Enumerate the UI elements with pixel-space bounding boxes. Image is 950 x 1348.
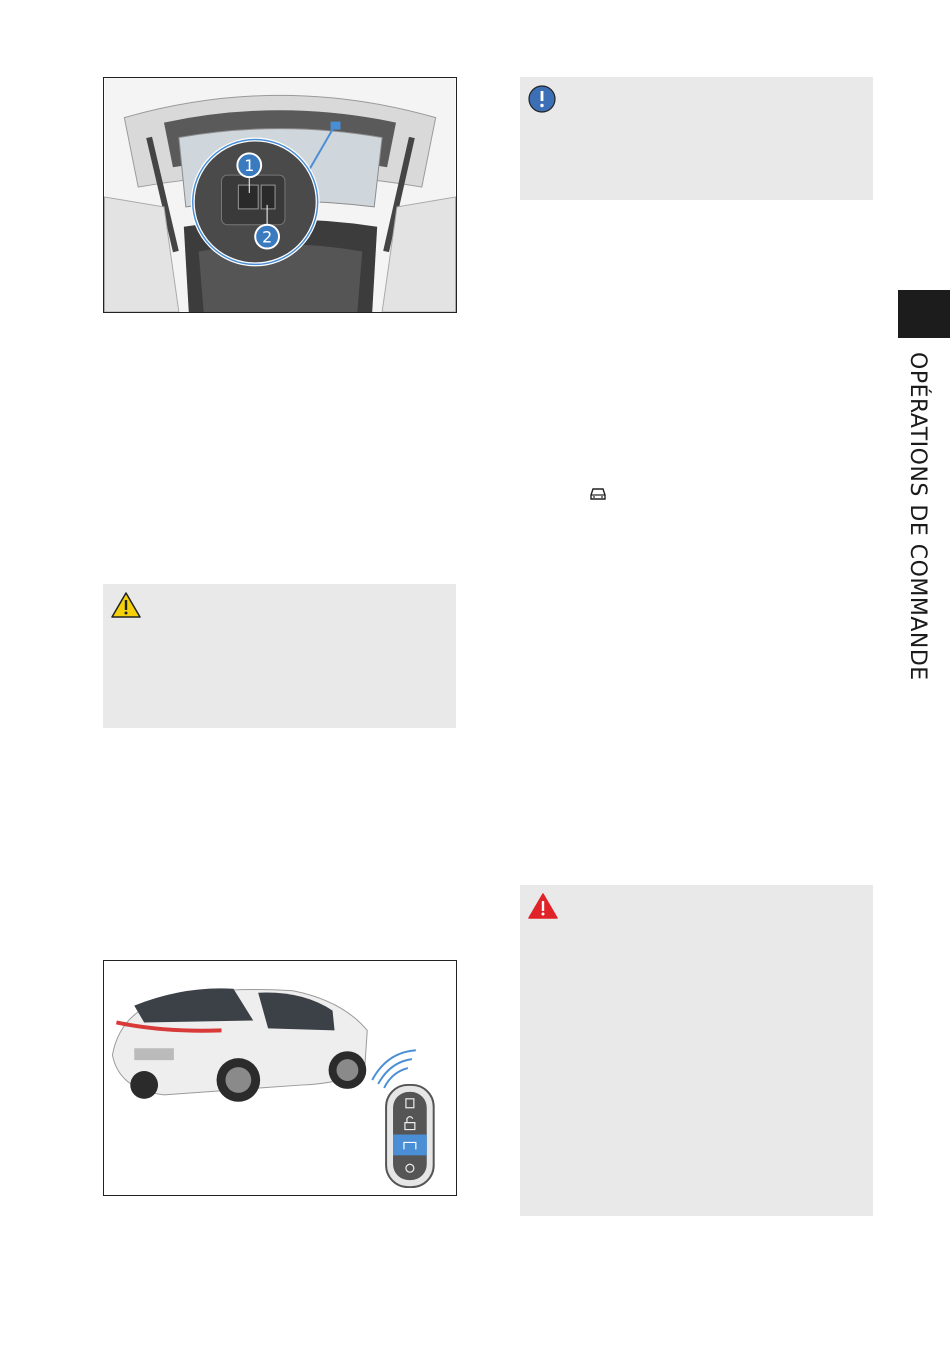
figure-tailgate-switches [103, 77, 457, 313]
chapter-title [905, 352, 945, 692]
key-tailgate-button-icon [393, 1135, 427, 1156]
notice-box [520, 77, 873, 200]
danger-triangle-icon [527, 892, 559, 920]
danger-box [520, 885, 873, 1216]
caution-box [103, 584, 456, 728]
chapter-title-text: OPÉRATIONS DE COMMANDE [905, 352, 930, 681]
tailgate-illustration [104, 78, 456, 312]
car-icon [588, 486, 608, 502]
svg-text:1: 1 [244, 156, 255, 176]
svg-text:2: 2 [262, 227, 273, 247]
info-circle-icon [527, 84, 557, 114]
figure-car-remote-key [103, 960, 457, 1196]
callout-1 [237, 153, 261, 177]
callout-2 [255, 225, 279, 249]
chapter-tab [898, 290, 950, 338]
car-key-illustration [104, 961, 456, 1195]
warning-triangle-icon [110, 591, 142, 619]
